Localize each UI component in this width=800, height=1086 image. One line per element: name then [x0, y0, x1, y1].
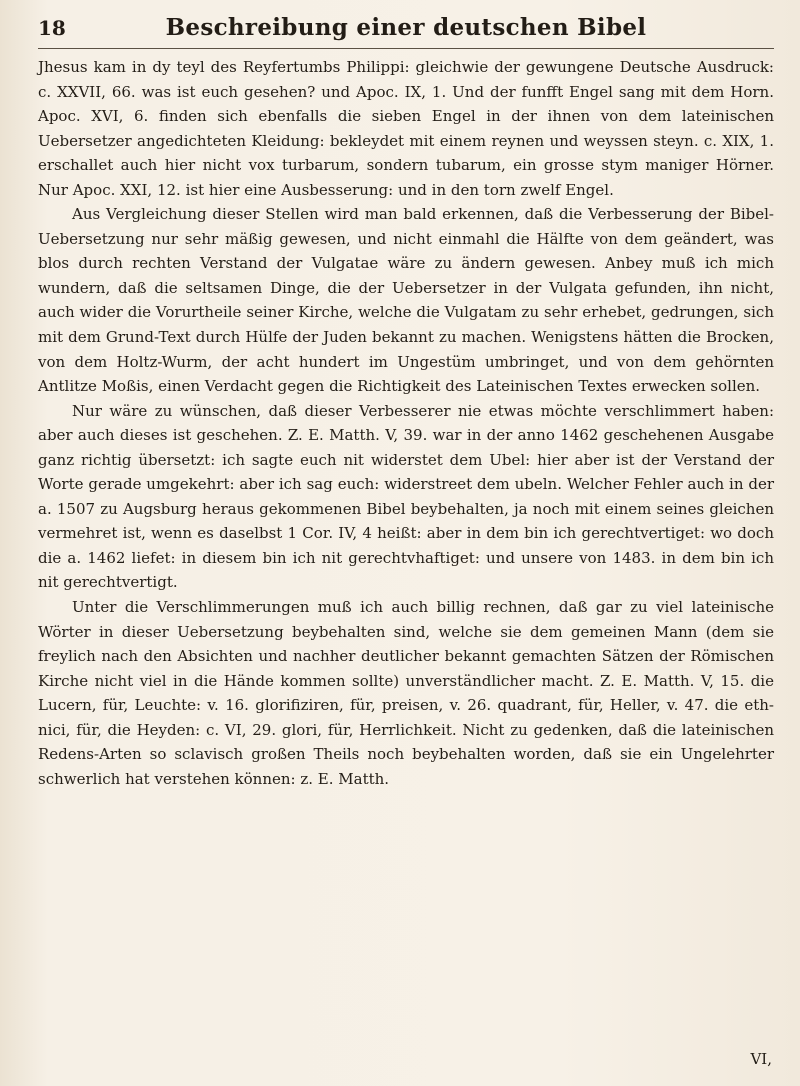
body-text	[38, 55, 774, 791]
page-number: 18	[38, 16, 66, 40]
paragraph: Unter die Verschlimmerungen muß ich auch billig rechnen, daß gar zu viel lateinische Wörter in dieser Uebersetzung beybehalten sind, welche sie dem gemeinen Mann (dem sie freylich nach den Absichten und nachher deutlicher bekannt gemachten Sätzen der Römischen Kirche nicht viel in die Hände kommen sollte) unverständlicher macht. Z. E. Matth. V, 15. die Lucern, für, Leuchte: v. 16. glorifiziren, für, preisen, v. 26. quadrant, für, Heller, v. 47. die ethnici, für, die Heyden: c. VI, 29. glori, für, Herrlichkeit. Nicht zu gedenken, daß die lateinischen Redens-Arten so sclavisch großen Theils noch beybehalten worden, daß sie ein Ungelehrter schwerlich hat verstehen können: z. E. Matth.	[38, 598, 774, 788]
paragraph: Nur wäre zu wünschen, daß dieser Verbesserer nie etwas möchte verschlimmert haben: aber auch dieses ist geschehen. Z. E. Matth. V, 39. war in der anno 1462 geschehenen Ausgabe ganz richtig übersetzt: ich sagte euch nit widerstet dem Ubel: hier aber ist der Verstand der Worte gerade umgekehrt: aber ich sag euch: widerstreet dem ubeln. Welcher Fehler auch in der a. 1507 zu Augsburg heraus gekommenen Bibel beybehalten, ja noch mit einem seines gleichen vermehret ist, wenn es daselbst 1 Cor. IV, 4 heißt: aber in dem bin ich gerechtvertiget: wo doch die a. 1462 liefet: in diesem bin ich nit gerechtvhaftiget: und unsere von 1483. in dem bin ich nit gerechtvertigt.	[38, 401, 774, 592]
paragraph: Aus Vergleichung dieser Stellen wird man bald erkennen, daß die Verbesserung der Bibel-Uebersetzung nur sehr mäßig gewesen, und nicht einmahl die Hälfte von dem geändert, was blos durch rechten Verstand der Vulgatae wäre zu ändern gewesen. Anbey muß ich mich wundern, daß die seltsamen Dinge, die der Uebersetzer in der Vulgata gefunden, ihn nicht, auch wider die Vorurtheile seiner Kirche, welche die Vulgatam zu sehr erhebet, gedrungen, sich mit dem Grund-Text durch Hülfe der Juden bekannt zu machen. Wenigstens hätten die Brocken, von dem Holtz-Wurm, der acht hundert im Ungestüm umbringet, und von dem gehörnten Antlitze Moßis, einen Verdacht gegen die Richtigkeit des Lateinischen Textes erwecken sollen.	[38, 205, 774, 396]
paragraph: Jhesus kam in dy teyl des Reyfertumbs Philippi: gleichwie der gewungene Deutsche Ausdruck: c. XXVII, 66. was ist euch gesehen? und Apoc. IX, 1. Und der funfft Engel sang mit dem Horn. Apoc. XVI, 6. finden sich ebenfalls die sieben Engel in der ihnen von dem lateinischen Uebersetzer angedichteten Kleidung: bekleydet mit einem reynen und weyssen steyn. c. XIX, 1. erschallet auch hier nicht vox turbarum, sondern tubarum, ein grosse stym maniger Hörner. Nur Apoc. XXI, 12. ist hier eine Ausbesserung: und in den torn zwelf Engel.	[38, 58, 774, 199]
catchword: VI,	[750, 1050, 772, 1068]
running-head: Beschreibung einer deutschen Bibel	[165, 14, 647, 41]
page-header	[38, 14, 774, 49]
